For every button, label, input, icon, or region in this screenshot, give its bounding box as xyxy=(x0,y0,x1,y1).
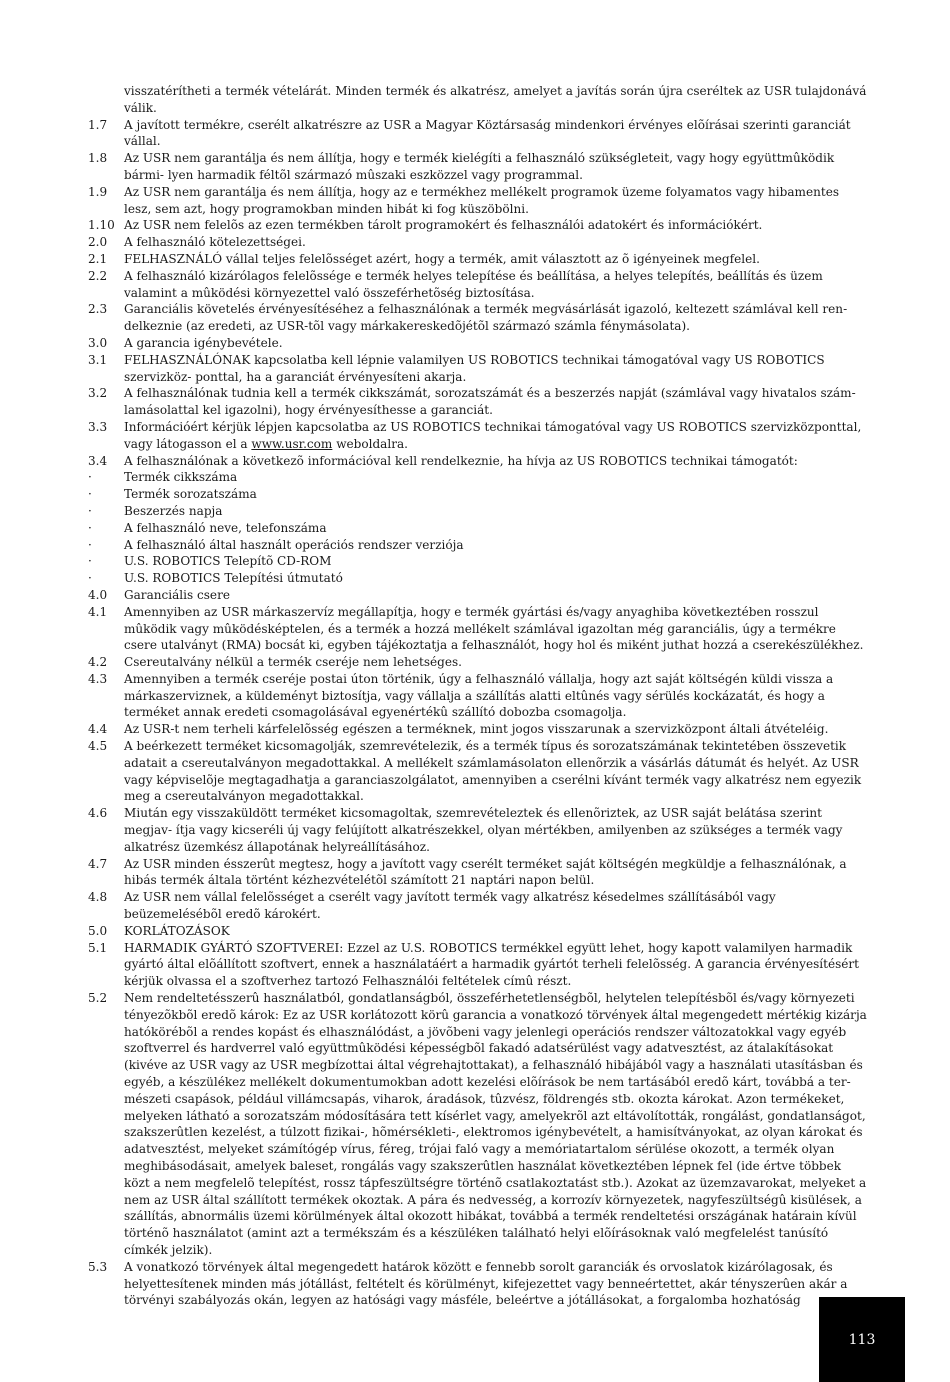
paragraph-text: Garanciális csere xyxy=(124,587,230,602)
paragraph-number: 2.3 xyxy=(88,302,108,317)
numbered-paragraph xyxy=(88,856,868,890)
numbered-paragraph xyxy=(88,654,868,671)
bullet-item xyxy=(88,537,868,554)
numbered-paragraph xyxy=(88,990,868,1259)
numbered-paragraph xyxy=(88,940,868,990)
paragraph-number: · xyxy=(88,537,92,552)
paragraph-number: 5.2 xyxy=(88,991,108,1006)
numbered-paragraph xyxy=(88,604,868,654)
numbered-paragraph xyxy=(88,217,868,234)
paragraph-text: Garanciális követelés érvényesítéséhez a felhasználónak a termék megvásárlását igazoló, keltezett számlával kell ren- delkeznie (az eredeti, az USR-tõl vagy márkakereskedõjétõl származó számla fénymásolata). xyxy=(124,302,848,334)
paragraph-number: · xyxy=(88,503,92,518)
paragraph-text: Az USR minden ésszerût megtesz, hogy a javított vagy cserélt terméket saját költségén megküldje a felhasználónak, a hibás termék általa történt kézhezvételétõl számított 21 naptári napon belül. xyxy=(124,856,847,888)
numbered-paragraph xyxy=(88,268,868,302)
numbered-paragraph xyxy=(88,234,868,251)
paragraph-number: 3.1 xyxy=(88,352,108,367)
paragraph-text: Beszerzés napja xyxy=(124,503,223,518)
paragraph-text: Az USR nem felelõs az ezen termékben tárolt programokért és felhasználói adatokért és információkért. xyxy=(124,218,763,233)
paragraph-number: 5.0 xyxy=(88,923,108,938)
numbered-paragraph xyxy=(88,1259,868,1309)
paragraph-text: Az USR nem garantálja és nem állítja, hogy e termék kielégíti a felhasználó szükségleteit, vagy hogy együttmûködik bármi- lyen harmadik féltõl származó mûszaki eszközzel vagy programmal. xyxy=(124,151,835,182)
paragraph-text: A felhasználó neve, telefonszáma xyxy=(124,520,327,535)
numbered-paragraph xyxy=(88,805,868,855)
numbered-paragraph xyxy=(88,184,868,218)
paragraph-number: 1.7 xyxy=(88,117,108,132)
paragraph-text-before-link: Információért kérjük lépjen kapcsolatba az US ROBOTICS technikai támogatóval vagy US ROBOTICS szervizközponttal, vagy látogasson el a xyxy=(124,419,862,451)
paragraph-number: 4.3 xyxy=(88,671,108,686)
paragraph-text: A garancia igénybevétele. xyxy=(124,335,283,350)
numbered-paragraph xyxy=(88,587,868,604)
paragraph-number: · xyxy=(88,470,92,485)
paragraph-number: 4.5 xyxy=(88,739,108,754)
numbered-paragraph xyxy=(88,923,868,940)
paragraph-number: · xyxy=(88,520,92,535)
paragraph-text: Termék sorozatszáma xyxy=(124,487,257,502)
usr-website-link[interactable]: www.usr.com xyxy=(251,436,333,451)
paragraph-text: A felhasználó által használt operációs rendszer verziója xyxy=(124,537,464,552)
paragraph-text: A felhasználó kötelezettségei. xyxy=(124,235,306,250)
paragraph-number: 1.10 xyxy=(88,218,115,233)
bullet-item xyxy=(88,486,868,503)
paragraph-number: 1.8 xyxy=(88,151,108,166)
paragraph-text: Amennyiben a termék cseréje postai úton történik, úgy a felhasználó vállalja, hogy azt saját költségén küldi vissza a márkaszerviznek, a küldeményt biztosítja, vagy vállalja a szállítás alatti eltûnés vagy sérülés kockázatát, és hogy a terméket annak eredeti csomagolásával egyenértékû szállító dobozba csomagolja. xyxy=(124,671,834,720)
paragraph-text: Miután egy visszaküldött terméket kicsomagoltak, szemrevételeztek és ellenõriztek, az USR saját belátása szerint megjav- ítja vagy kicseréli új vagy felújított alkatrészekkel, olyan mértékben, amilyenben az szükséges a termék vagy alkatrész üzemkész állapotának helyreállításához. xyxy=(124,806,843,854)
paragraph-number: 4.6 xyxy=(88,806,108,821)
numbered-paragraph xyxy=(88,419,868,453)
paragraph-number: 4.8 xyxy=(88,890,108,905)
numbered-paragraph xyxy=(88,671,868,721)
paragraph-number: 2.2 xyxy=(88,268,108,283)
bullet-item xyxy=(88,570,868,587)
paragraph-number: 4.7 xyxy=(88,856,108,871)
paragraph-number: 4.4 xyxy=(88,722,108,737)
paragraph-number: 2.1 xyxy=(88,251,108,266)
paragraph-number: 3.2 xyxy=(88,386,108,401)
numbered-paragraph xyxy=(88,150,868,184)
paragraph-text: Amennyiben az USR márkaszervíz megállapítja, hogy e termék gyártási és/vagy anyaghiba következtében rosszul mûködik vagy mûködésképtelen, és a termék a hozzá mellékelt számlával igazoltan még garanciális, úgy a termékre csere utalványt (RMA) bocsát ki, egyben tájékoztatja a felhasználót, hogy hol és miként juthat hozzá a cserekészülékhez. xyxy=(124,604,864,653)
bullet-item xyxy=(88,503,868,520)
numbered-paragraph xyxy=(88,83,868,117)
page-number: 113 xyxy=(848,1331,876,1348)
bullet-item xyxy=(88,469,868,486)
numbered-paragraph xyxy=(88,335,868,352)
paragraph-text: Nem rendeltetésszerû használatból, gondatlanságból, összeférhetetlenségbõl, helytelen telepítésbõl és/vagy környezeti tényezõkbõl eredõ károk: Ez az USR korlátozott körû garancia a vonatkozó törvények által megengedett mértékig kizárja hatókörébõl a rendes kopást és elhasználódást, a jövõbeni vagy jelenlegi operációs rendszer változatokkal vagy egyéb szoftverrel és hardverrel való együttmûködési képességbõl fakadó adatsérülést vagy adatvesztést, az átalakításokat (kivéve az USR vagy az USR megbízottai által végrehajtottakat), a felhasználó hibájából vagy a használati utasításban és egyéb, a készülékez mellékelt dokumentumokban adott kezelési elõírások be nem tartásából eredõ kárt, továbbá a ter- mészeti csapások, például villámcsapás, viharok, áradások, tûzvész, földrengés stb. okozta károkat. Azon termékeket, melyeken látható a sorozatszám módosítására tett kísérlet vagy, amelyekrõl azt eltávolították, rongálást, gondatlanságot, szakszerûtlen kezelést, a túlzott fizikai-, hõmérsékleti-, elektromos igénybevételt, a hamisítványokat, az olyan károkat és adatvesztést, melyeket számítógép vírus, féreg, trójai faló vagy a memóriatartalom sérülése okozott, a termék olyan meghibásodásait, amelyek baleset, rongálás vagy szakszerûtlen használat következtében lépnek fel (ide értve többek közt a nem megfelelõ telepítést, rossz tápfeszültségre történõ csatlakoztatást stb.). Azokat az üzemzavarokat, melyeket a nem az USR által szállított termékek okoztak. A pára és nedvesség, a korrozív környezetek, nagyfeszültségû kisülések, a szállítás, abnormális üzemi körülmények által okozott hibákat, továbbá a termék rendeltetési országának határain kívül történõ használatot (amint azt a termékszám és a készüléken található helyi elõírásoknak való megfelelést tanúsító címkék jelzik). xyxy=(124,991,867,1257)
paragraph-text: FELHASZNÁLÓNAK kapcsolatba kell lépnie valamilyen US ROBOTICS technikai támogatóval vagy US ROBOTICS szervizköz- ponttal, ha a garanciát érvényesíteni akarja. xyxy=(124,352,825,384)
paragraph-text: A beérkezett terméket kicsomagolják, szemrevételezik, és a termék típus és sorozatszámának tekintetében összevetik adatait a csereutalványon megadottakkal. A mellékelt számlamásolaton ellenõrzik a vásárlás dátumát és helyét. Az USR vagy képviselõje megtagadhatja a garanciaszolgálatot, amennyiben a cserélni kívánt termék vagy alkatrész nem egyezik meg a csereutalványon megadottakkal. xyxy=(124,739,862,804)
paragraph-text: KORLÁTOZÁSOK xyxy=(124,923,230,938)
paragraph-text: A javított termékre, cserélt alkatrészre az USR a Magyar Köztársaság mindenkori érvényes elõírásai szerinti garanciát vállal. xyxy=(124,117,851,149)
paragraph-text: U.S. ROBOTICS Telepítési útmutató xyxy=(124,571,343,586)
paragraph-number: · xyxy=(88,554,92,569)
numbered-paragraph xyxy=(88,738,868,805)
numbered-paragraph xyxy=(88,251,868,268)
paragraph-number: 4.1 xyxy=(88,604,108,619)
numbered-paragraph xyxy=(88,721,868,738)
paragraph-number: 3.0 xyxy=(88,335,108,350)
page-number-box xyxy=(819,1297,905,1382)
warranty-text-body xyxy=(88,83,868,1309)
paragraph-text: Csereutalvány nélkül a termék cseréje nem lehetséges. xyxy=(124,655,462,670)
paragraph-number: 5.3 xyxy=(88,1259,108,1274)
numbered-paragraph xyxy=(88,453,868,470)
paragraph-text: FELHASZNÁLÓ vállal teljes felelõsséget azért, hogy a termék, amit választott az õ igényeinek megfelel. xyxy=(124,251,760,266)
paragraph-number: 3.4 xyxy=(88,453,108,468)
paragraph-text: Az USR nem vállal felelõsséget a cserélt vagy javított termék vagy alkatrész késedelmes szállításából vagy beüzemelésébõl eredõ károkért. xyxy=(124,890,776,922)
paragraph-number: 4.0 xyxy=(88,587,108,602)
paragraph-text: HARMADIK GYÁRTÓ SZOFTVEREI: Ezzel az U.S. ROBOTICS termékkel együtt lehet, hogy kapott valamilyen harmadik gyártó által elõállított szoftvert, ennek a használatáért a harmadik gyártót terheli felelõsség. A garancia érvényesítésért kérjük olvassa el a szoftverhez tartozó Felhasználói feltételek címû részt. xyxy=(124,940,860,989)
paragraph-number: 1.9 xyxy=(88,184,108,199)
numbered-paragraph xyxy=(88,889,868,923)
paragraph-number: 5.1 xyxy=(88,940,108,955)
numbered-paragraph xyxy=(88,117,868,151)
paragraph-text: Termék cikkszáma xyxy=(124,470,238,485)
paragraph-number xyxy=(88,83,124,117)
paragraph-number: · xyxy=(88,571,92,586)
paragraph-text xyxy=(124,419,868,453)
paragraph-text: Az USR nem garantálja és nem állítja, hogy az e termékhez mellékelt programok üzeme folyamatos vagy hibamentes lesz, sem azt, hogy programokban minden hibát ki fog küszöbölni. xyxy=(124,184,840,216)
bullet-item xyxy=(88,520,868,537)
paragraph-text: U.S. ROBOTICS Telepítõ CD-ROM xyxy=(124,554,332,569)
bullet-item xyxy=(88,553,868,570)
numbered-paragraph xyxy=(88,301,868,335)
paragraph-text: A felhasználónak tudnia kell a termék cikkszámát, sorozatszámát és a beszerzés napját (számlával vagy hivatalos szám- lamásolattal kel igazolni), hogy érvényesíthesse a garanciát. xyxy=(124,386,856,418)
paragraph-text: visszatérítheti a termék vételárát. Minden termék és alkatrész, amelyet a javítás során újra cseréltek az USR tulajdonává válik. xyxy=(124,84,867,115)
numbered-paragraph xyxy=(88,352,868,386)
paragraph-text: A felhasználónak a következõ információval kell rendelkeznie, ha hívja az US ROBOTICS technikai támogatót: xyxy=(124,453,798,468)
paragraph-text-after-link: weboldalra. xyxy=(332,436,408,451)
paragraph-number: · xyxy=(88,487,92,502)
paragraph-text: Az USR-t nem terheli kárfelelõsség egészen a terméknek, mint jogos visszarunak a szervizközpont általi átvételéig. xyxy=(124,722,829,737)
paragraph-text: A felhasználó kizárólagos felelõssége e termék helyes telepítése és beállítása, a helyes telepítés, beállítás és üzem valamint a mûködési környezettel való összeférhetõség biztosítása. xyxy=(124,268,823,300)
paragraph-number: 2.0 xyxy=(88,235,108,250)
paragraph-number: 4.2 xyxy=(88,655,108,670)
numbered-paragraph xyxy=(88,385,868,419)
paragraph-text: A vonatkozó törvények által megengedett határok között e fennebb sorolt garanciák és orvoslatok kizárólagosak, és helyettesítenek minden más jótállást, feltételt és körülményt, kifejezettet vagy benneértettet, akár tényszerûen akár a törvényi szabályozás okán, legyen az hatósági vagy másféle, beleértve a jótállásokat, a forgalomba hozhatóság xyxy=(124,1259,848,1308)
paragraph-number: 3.3 xyxy=(88,419,108,434)
